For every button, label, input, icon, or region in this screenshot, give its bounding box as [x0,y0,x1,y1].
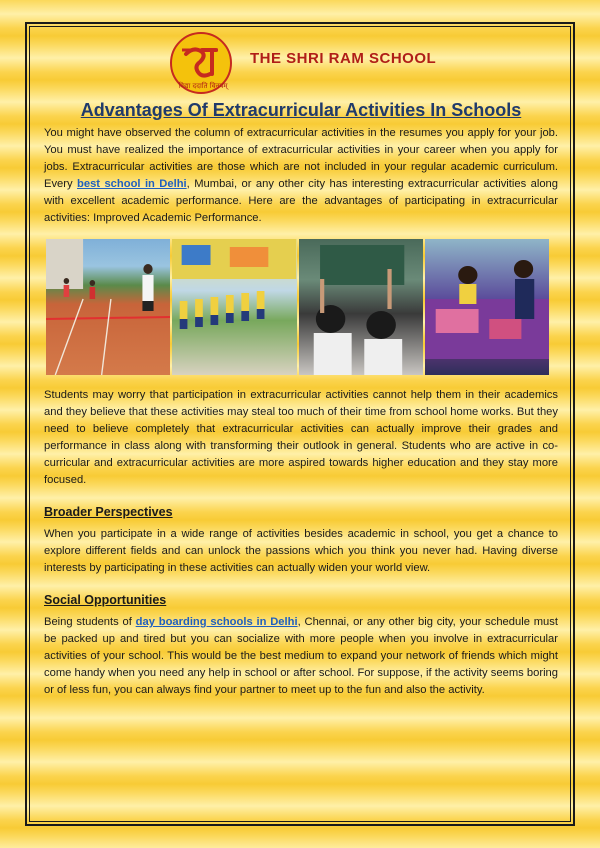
intro-paragraph: You might have observed the column of extracurricular activities in the resumes you apply for your job. You must have realized the importance of extracurricular activities in your career when you apply for jobs. Extracurricular activities are those which are not included in your regular academic curriculum. Every best school in Delhi, Mumbai, or any other city has interesting extracurricular activities along with excellent academic performance. Here are the advantages of participating in extracurricular activities: Improved Academic Performance. [44,127,558,224]
logo-tagline: विद्या ददाति विनयम् [178,82,228,90]
social-opportunities-paragraph: Being students of day boarding schools in Delhi, Chennai, or any other big city, your schedule must be packed up and tired but you can socialize with more people when you involve in extracurricular activities of your school. This would be the best medium to expand your network of friends which might come handy when you need any help in school or after school. For suppose, if the activity seems boring or of less fun, you can always find your partner to meet up to the fun and also the activity. [44,616,558,696]
school-header [44,28,558,96]
photo-students-at-table [425,239,549,375]
day-boarding-schools-link[interactable]: day boarding schools in Delhi [135,616,298,628]
school-name: THE SHRI RAM SCHOOL [250,50,437,67]
article-title: Advantages Of Extracurricular Activities In Schools [80,100,522,120]
photo-running-race [46,239,170,375]
social-opportunities-heading: Social Opportunities [44,593,167,607]
photo-kids-in-line [172,239,296,375]
broader-perspectives-paragraph: When you participate in a wide range of activities besides academic in school, you get a chance to explore different fields and can unlock the passions which you think you never had. Having diverse interests by participating in these activities can actually widen your world view. [44,528,558,574]
photo-classroom-hands-up [299,239,423,375]
broader-perspectives-heading: Broader Perspectives [44,505,173,519]
document-content [44,28,558,699]
best-school-link[interactable]: best school in Delhi [77,178,187,190]
activities-photo-strip [46,239,549,375]
academic-performance-paragraph: Students may worry that participation in extracurricular activities cannot help them in their academics and they believe that these activities may steal too much of their time from school home works. But they need to believe completely that extracurricular activities can actually improve their grades and performance in class along with transforming their outlook in general. Students who are active in co-curricular and extracurricular activities are more aspired towards higher education and they stay more focused. [44,389,558,486]
